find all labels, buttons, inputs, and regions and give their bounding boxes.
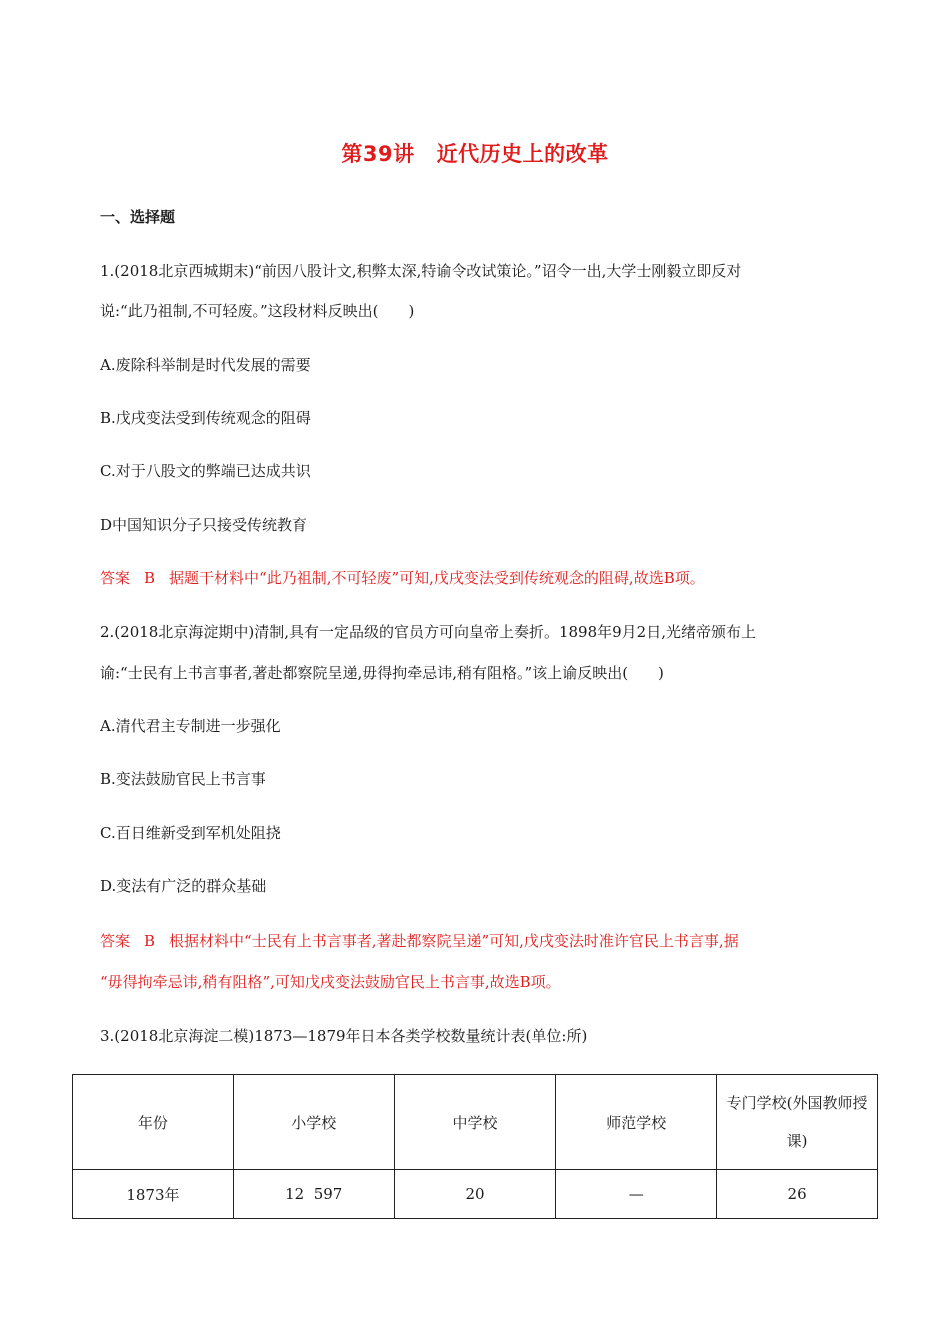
cell-primary: 12 597	[233, 1170, 394, 1219]
answer-explanation: 据题干材料中“此乃祖制,不可轻废”可知,戊戌变法受到传统观念的阻碍,故选B项。	[169, 569, 705, 587]
answer-choice: B	[144, 569, 156, 587]
question-2-option-a: A.清代君主专制进一步强化	[100, 717, 281, 735]
header-middle-school: 中学校	[394, 1075, 556, 1170]
question-2-answer-line-1	[100, 930, 739, 951]
title-lesson-number: 第39讲	[341, 142, 415, 166]
table-header-row	[73, 1075, 878, 1170]
answer-explanation: 根据材料中“士民有上书言事者,著赴都察院呈递”可知,戊戌变法时准许官民上书言事,据	[169, 932, 739, 950]
cell-normal: —	[556, 1170, 717, 1219]
table-row	[73, 1170, 878, 1219]
question-1-option-c: C.对于八股文的弊端已达成共识	[100, 462, 311, 480]
title-lesson-name: 近代历史上的改革	[436, 142, 609, 166]
question-1-line-1: 1.(2018北京西城期末)“前因八股计文,积弊太深,特谕令改试策论。”诏令一出,大学士刚毅立即反对	[100, 262, 742, 280]
answer-choice: B	[144, 932, 156, 950]
header-specialized-line-1: 专门学校(外国教师授	[726, 1094, 868, 1112]
question-2-line-2: 谕:“士民有上书言事者,著赴都察院呈递,毋得拘牵忌讳,稍有阻格。”该上谕反映出( )	[100, 664, 664, 682]
cell-specialized: 26	[717, 1170, 878, 1219]
school-statistics-table	[72, 1074, 878, 1219]
header-primary-school: 小学校	[233, 1075, 394, 1170]
header-specialized-line-2: 课)	[786, 1132, 808, 1150]
question-2-line-1: 2.(2018北京海淀期中)清制,具有一定品级的官员方可向皇帝上奏折。1898年9月2日,光绪帝颁布上	[100, 623, 756, 641]
question-1-line-2: 说:“此乃祖制,不可轻废。”这段材料反映出( )	[100, 302, 415, 320]
section-heading: 一、选择题	[100, 208, 176, 226]
cell-middle: 20	[394, 1170, 556, 1219]
question-2-option-b: B.变法鼓励官民上书言事	[100, 770, 266, 788]
header-normal-school: 师范学校	[556, 1075, 717, 1170]
question-1-option-a: A.废除科举制是时代发展的需要	[100, 356, 311, 374]
question-1-option-d: D中国知识分子只接受传统教育	[100, 516, 308, 534]
cell-year: 1873年	[73, 1170, 234, 1219]
question-1-option-b: B.戊戌变法受到传统观念的阻碍	[100, 409, 311, 427]
question-2-option-c: C.百日维新受到军机处阻挠	[100, 824, 281, 842]
question-1-answer	[100, 567, 705, 588]
header-year: 年份	[73, 1075, 234, 1170]
question-3-line-1: 3.(2018北京海淀二模)1873—1879年日本各类学校数量统计表(单位:所)	[100, 1027, 588, 1045]
page-title	[0, 138, 950, 168]
question-2-option-d: D.变法有广泛的群众基础	[100, 877, 267, 895]
answer-label: 答案	[100, 932, 131, 950]
question-2-answer-line-2: “毋得拘牵忌讳,稍有阻格”,可知戊戌变法鼓励官民上书言事,故选B项。	[100, 973, 561, 991]
header-specialized-school	[717, 1075, 878, 1170]
answer-label: 答案	[100, 569, 131, 587]
